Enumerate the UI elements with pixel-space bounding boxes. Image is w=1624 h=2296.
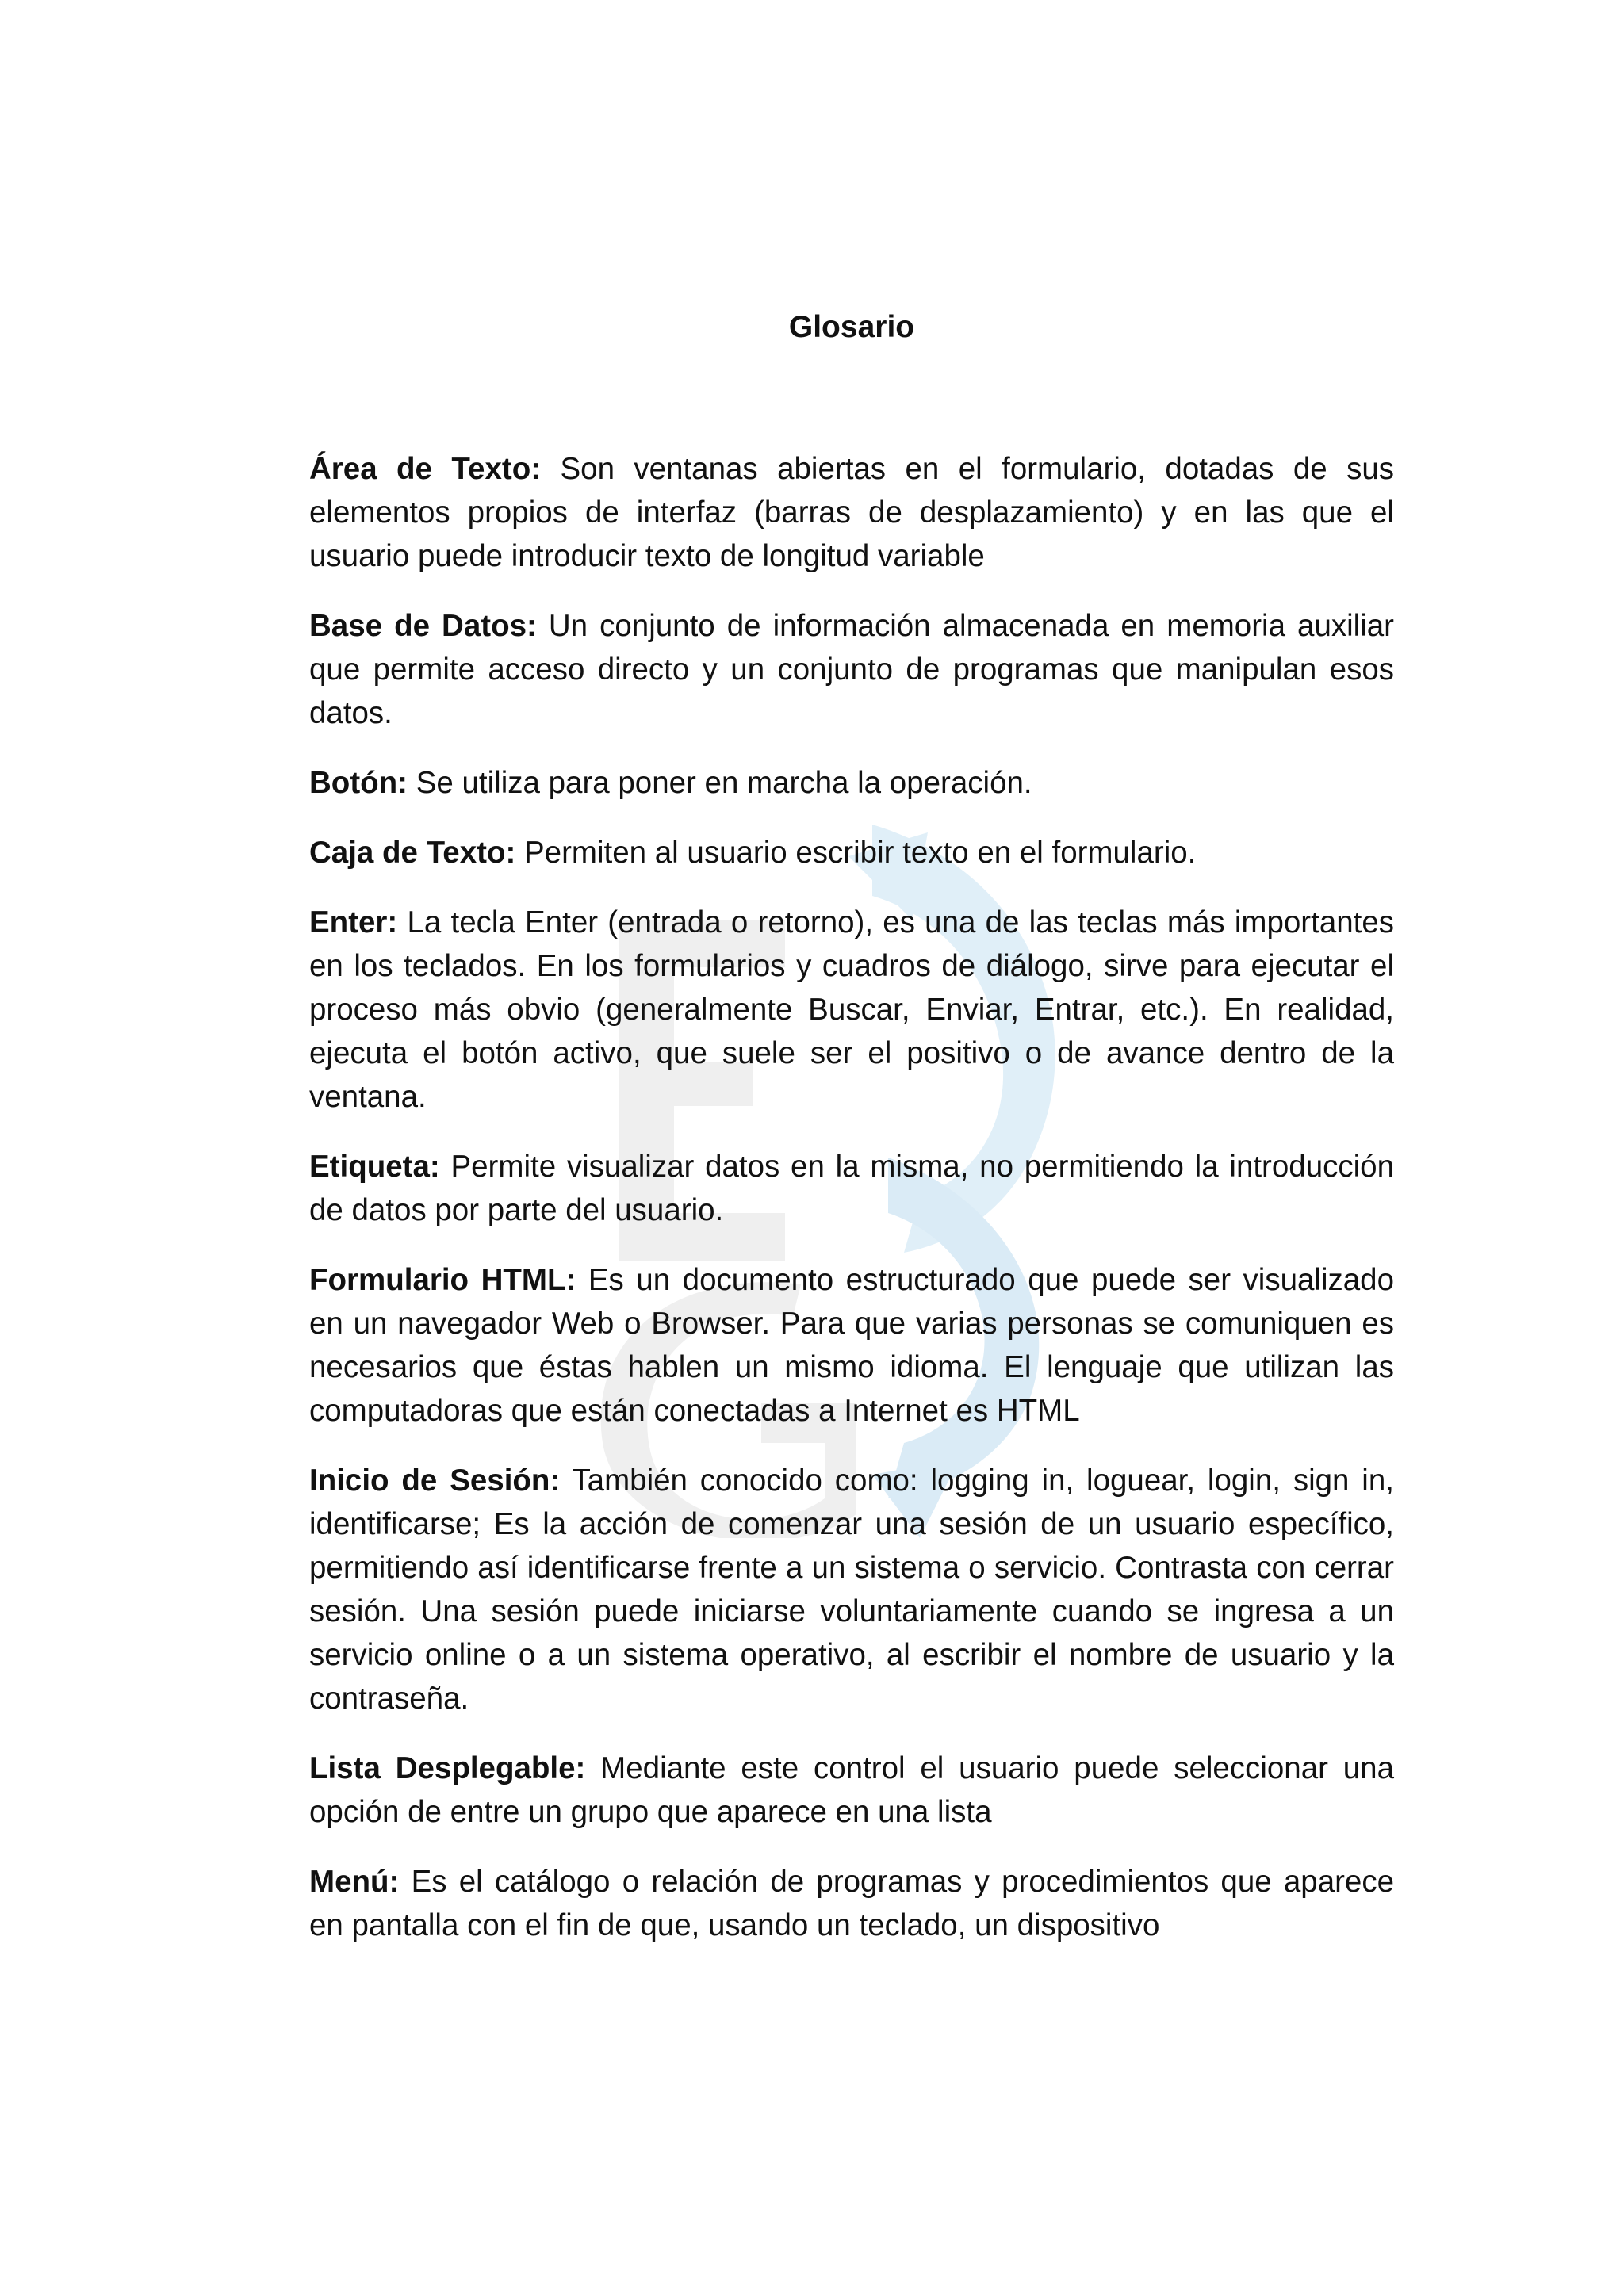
glossary-term: Enter: bbox=[309, 905, 398, 939]
glossary-definition: Permite visualizar datos en la misma, no permitiendo la introducción de datos por parte del usuario. bbox=[309, 1150, 1394, 1227]
glossary-term: Menú: bbox=[309, 1865, 400, 1899]
glossary-entry-boton bbox=[309, 761, 1394, 805]
glossary-definition: Se utiliza para poner en marcha la operación. bbox=[416, 766, 1032, 800]
glossary-definition: Permiten al usuario escribir texto en el formulario. bbox=[524, 836, 1197, 870]
glossary-term: Caja de Texto: bbox=[309, 836, 516, 870]
glossary-term: Etiqueta: bbox=[309, 1150, 440, 1184]
glossary-definition: Un conjunto de información almacenada en memoria auxiliar que permite acceso directo y un conjunto de programas que manipulan esos datos. bbox=[309, 609, 1395, 730]
glossary-term: Base de Datos: bbox=[309, 609, 537, 643]
glossary-term: Lista Desplegable: bbox=[309, 1751, 586, 1785]
glossary-definition: Son ventanas abiertas en el formulario, dotadas de sus elementos propios de interfaz (barras de desplazamiento) y en las que el usuario puede introducir texto de longitud variable bbox=[309, 452, 1395, 573]
glossary-entry-menu bbox=[309, 1860, 1394, 1947]
glossary-list bbox=[309, 447, 1394, 1973]
glossary-definition: Es un documento estructurado que puede ser visualizado en un navegador Web o Browser. Para que varias personas se comuniquen es necesarios que éstas hablen un mismo idioma. El lenguaje que utilizan las computadoras que están conectadas a Internet es HTML bbox=[309, 1263, 1395, 1428]
page-title: Glosario bbox=[788, 310, 915, 344]
glossary-entry-enter bbox=[309, 901, 1394, 1119]
glossary-entry-formulario-html bbox=[309, 1258, 1394, 1433]
glossary-entry-inicio-de-sesion bbox=[309, 1459, 1394, 1720]
glossary-entry-area-de-texto bbox=[309, 447, 1394, 578]
glossary-term: Área de Texto: bbox=[309, 452, 542, 486]
glossary-entry-base-de-datos bbox=[309, 604, 1394, 735]
glossary-entry-lista-desplegable bbox=[309, 1747, 1394, 1834]
glossary-term: Inicio de Sesión: bbox=[309, 1464, 561, 1498]
glossary-definition: La tecla Enter (entrada o retorno), es una de las teclas más importantes en los teclados. En los formularios y cuadros de diálogo, sirve para ejecutar el proceso más obvio (generalmente Buscar, Enviar, Entrar, etc.). En realidad, ejecuta el botón activo, que suele ser el positivo o de avance dentro de la ventana. bbox=[309, 905, 1395, 1114]
glossary-term: Formulario HTML: bbox=[309, 1263, 576, 1297]
glossary-definition: Es el catálogo o relación de programas y procedimientos que aparece en pantalla con el fin de que, usando un teclado, un dispositivo bbox=[309, 1865, 1395, 1942]
glossary-definition: Mediante este control el usuario puede seleccionar una opción de entre un grupo que aparece en una lista bbox=[309, 1751, 1394, 1829]
glossary-term: Botón: bbox=[309, 766, 408, 800]
glossary-entry-etiqueta bbox=[309, 1145, 1394, 1232]
glossary-definition: También conocido como: logging in, loguear, login, sign in, identificarse; Es la acción de comenzar una sesión de un usuario específico, permitiendo así identificarse frente a un sistema o servicio. Contrasta con cerrar sesión. Una sesión puede iniciarse voluntariamente cuando se ingresa a un servicio online o a un sistema operativo, al escribir el nombre de usuario y la contraseña. bbox=[309, 1464, 1394, 1716]
glossary-entry-caja-de-texto bbox=[309, 831, 1394, 874]
